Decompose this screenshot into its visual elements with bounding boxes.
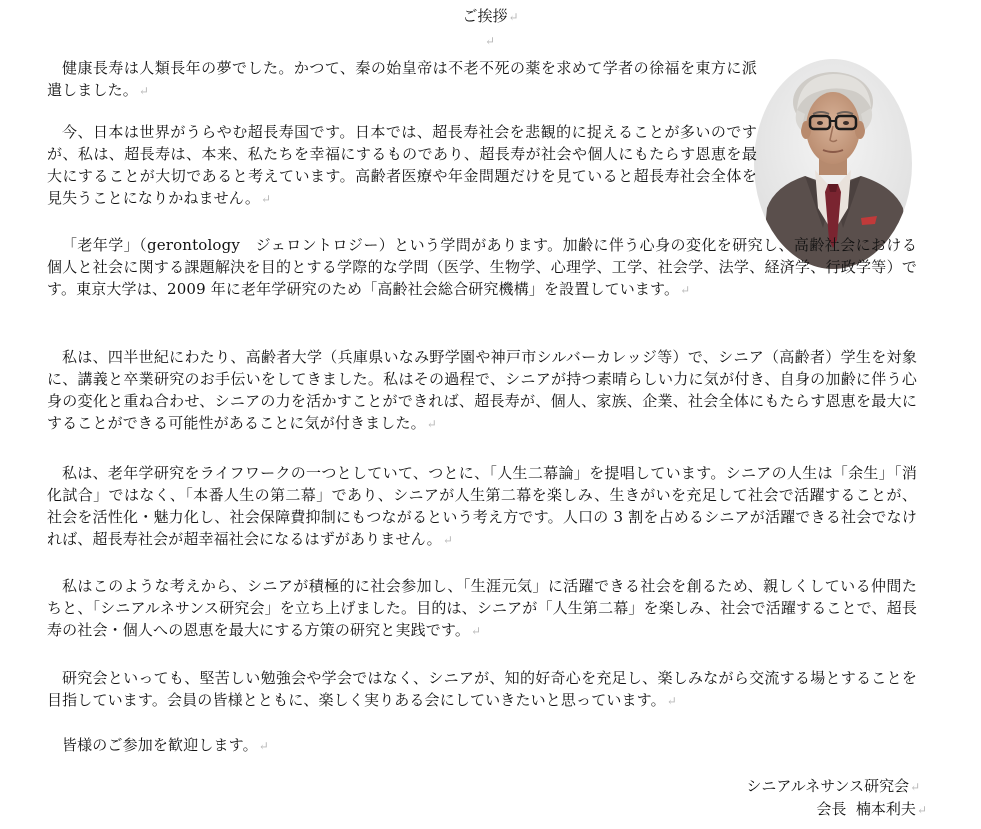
paragraph-7: [47, 667, 917, 712]
paragraph-6: [47, 575, 917, 642]
paragraph-mark-icon: ↵: [910, 780, 921, 794]
title-text: ご挨拶: [462, 7, 508, 25]
paragraph-mark-icon: ↵: [426, 417, 437, 431]
paragraph-mark-icon: ↵: [471, 624, 482, 638]
organization-name: シニアルネサンス研究会: [746, 777, 910, 795]
paragraph-text: 「老年学」（gerontology ジェロントロジー）という学問があります。加齢に伴う心身の変化を研究し、高齢社会における個人と社会に関する課題解決を目的とする学際的な学問（医学、生物学、心理学、工学、社会学、法学、経済学、行政学等）です。東京大学は、2009 年に老年学研究のため「高齢社会総合研究機構」を設置しています。: [47, 236, 917, 298]
paragraph-8: [47, 734, 917, 757]
paragraph-mark-icon: ↵: [508, 10, 519, 24]
paragraph-2: [47, 121, 757, 210]
paragraph-mark-icon: ↵: [485, 34, 496, 48]
paragraph-mark-icon: ↵: [666, 694, 677, 708]
paragraph-3: [47, 234, 917, 301]
paragraph-text: 私は、老年学研究をライフワークの一つとしていて、つとに、「人生二幕論」を提唱しています。シニアの人生は「余生」「消化試合」ではなく、「本番人生の第二幕」であり、シニアが人生第二幕を楽しみ、生きがいを充足して社会で活躍することが、社会を活性化・魅力化し、社会保障費抑制にもつながるという考え方です。人口の 3 割を占めるシニアが活躍できる社会でなければ、超長寿社会が超幸福社会になるはずがありません。: [47, 464, 917, 548]
signature-block: [746, 775, 927, 821]
signature-name: 楠本利夫: [855, 800, 916, 818]
paragraph-mark-icon: ↵: [138, 84, 150, 98]
signature-person: [746, 798, 927, 821]
page-title: [0, 6, 981, 27]
paragraph-text: 皆様のご参加を歓迎します。: [62, 736, 258, 754]
paragraph-mark-icon: ↵: [680, 283, 691, 297]
empty-paragraph: [484, 31, 495, 50]
paragraph-text: 今、日本は世界がうらやむ超長寿国です。日本では、超長寿社会を悲観的に捉えることが多いのですが、私は、超長寿は、本来、私たちを幸福にするものであり、超長寿が社会や個人にもたらす恩恵を最大にすることが大切であると考えています。高齢者医療や年金問題だけを見ていると超長寿社会全体を見失うことになりかねません。: [47, 123, 757, 207]
paragraph-text: 私はこのような考えから、シニアが積極的に社会参加し、「生涯元気」に活躍できる社会を創るため、親しくしている仲間たちと、「シニアルネサンス研究会」を立ち上げました。目的は、シニアが「人生第二幕」を楽しみ、社会で活躍することで、超長寿の社会・個人への恩恵を最大にする方策の研究と実践です。: [47, 577, 917, 639]
paragraph-mark-icon: ↵: [916, 803, 927, 817]
signature-organization: [746, 775, 927, 798]
paragraph-1: [47, 57, 757, 102]
paragraph-text: 私は、四半世紀にわたり、高齢者大学（兵庫県いなみ野学園や神戸市シルバーカレッジ等）で、シニア（高齢者）学生を対象に、講義と卒業研究のお手伝いをしてきました。私はその過程で、シニアが持つ素晴らしい力に気が付き、自身の加齢に伴う心身の変化と重ね合わせ、シニアの力を活かすことができれば、超長寿が、個人、家族、企業、社会全体にもたらす恩恵を最大にすることができる可能性があることに気が付きました。: [47, 348, 917, 432]
signature-position: 会長: [816, 800, 847, 818]
paragraph-text: 健康長寿は人類長年の夢でした。かつて、秦の始皇帝は不老不死の薬を求めて学者の徐福を東方に派遣しました。: [47, 59, 757, 99]
paragraph-5: [47, 462, 917, 551]
paragraph-4: [47, 346, 917, 435]
paragraph-text: 研究会といっても、堅苦しい勉強会や学会ではなく、シニアが、知的好奇心を充足し、楽しみながら交流する場とすることを目指しています。会員の皆様とともに、楽しく実りある会にしていきたいと思っています。: [47, 669, 917, 709]
paragraph-mark-icon: ↵: [258, 739, 269, 753]
paragraph-mark-icon: ↵: [261, 192, 272, 206]
paragraph-mark-icon: ↵: [442, 533, 454, 547]
